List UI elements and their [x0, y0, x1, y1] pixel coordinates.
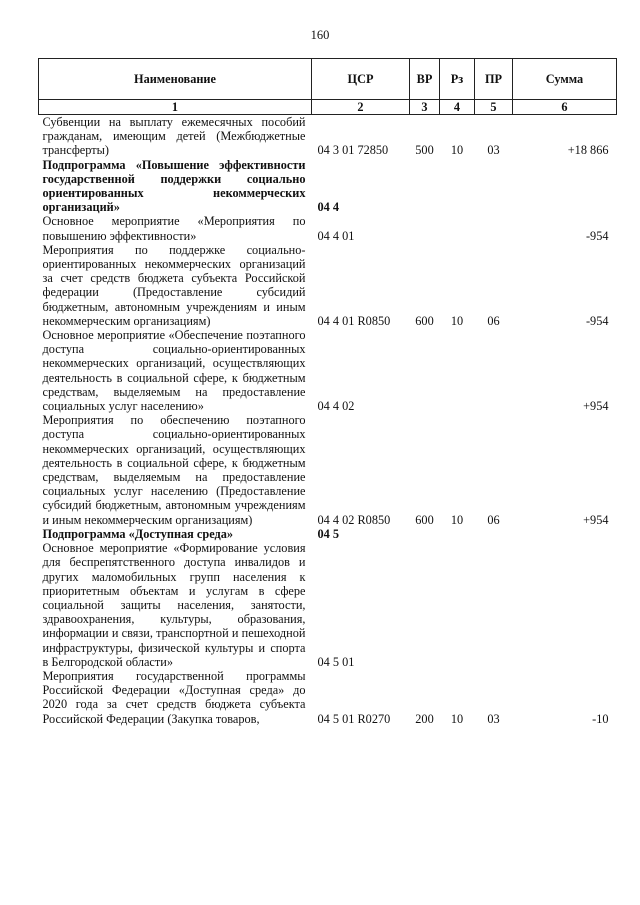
- row-csr: 04 5: [317, 526, 340, 541]
- row-pr: [475, 214, 513, 242]
- row-vr: [410, 328, 440, 413]
- header-name: Наименование: [39, 59, 312, 100]
- row-name: Основное мероприятие «Обеспечение поэтапного доступа социально-ориентированных некоммерческих организаций, осуществляющих деятельность в социальной сфере, к бюджетным средствам, выделяемым на предоставление социальных услуг населению»: [42, 328, 306, 414]
- row-rz: [440, 158, 475, 215]
- header-sum: Сумма: [513, 59, 617, 100]
- row-csr: 04 4 02: [317, 399, 355, 414]
- header-csr: ЦСР: [312, 59, 410, 100]
- row-pr: 03: [487, 711, 500, 726]
- table-row: [39, 669, 617, 726]
- table-row: [39, 214, 617, 242]
- row-name: Подпрограмма «Доступная среда»: [42, 526, 234, 541]
- header-row: [39, 59, 617, 100]
- row-sum: -954: [585, 313, 609, 328]
- table-row: [39, 115, 617, 158]
- row-name: Основное мероприятие «Формирование условия для беспрепятственного доступа инвалидов и других маломобильных групп населения к приоритетным объектам и услугам в сфере социальной защиты населения, занятости, здравоохранения, культуры, образования, информации и связи, транспортной и пешеходной инфраструктуры, физической культуры и спорта в Белгородской области»: [42, 541, 306, 669]
- budget-table: [38, 58, 617, 726]
- row-vr: 200: [415, 711, 434, 726]
- row-pr: 06: [487, 313, 500, 328]
- row-vr: [410, 527, 440, 541]
- row-vr: 500: [415, 143, 434, 158]
- row-rz: 10: [450, 711, 464, 726]
- row-rz: 10: [450, 313, 464, 328]
- row-pr: [475, 328, 513, 413]
- row-rz: 10: [450, 512, 464, 527]
- row-csr: 04 5 01: [317, 654, 355, 669]
- row-pr: 06: [487, 512, 500, 527]
- table-row: [39, 243, 617, 328]
- row-pr: [475, 541, 513, 669]
- row-rz: [440, 541, 475, 669]
- column-number: 2: [312, 100, 410, 115]
- page-number: 160: [310, 28, 330, 42]
- row-vr: [410, 158, 440, 215]
- row-csr: 04 4 01 R0850: [317, 313, 391, 328]
- row-rz: [440, 328, 475, 413]
- row-sum: -10: [592, 711, 609, 726]
- row-sum: +954: [583, 512, 609, 527]
- row-name: Мероприятия по поддержке социально-ориентированных некоммерческих организаций за счет средств бюджета субъекта Российской федерации (Предоставление субсидий бюджетным, автономным учреждениям и иным некоммерческим организациям): [42, 242, 306, 328]
- column-number: 6: [513, 100, 617, 115]
- row-sum: [513, 158, 617, 215]
- header-pr: ПР: [475, 59, 513, 100]
- row-vr: 600: [415, 512, 434, 527]
- table-row: [39, 527, 617, 541]
- header-rz: Рз: [440, 59, 475, 100]
- table-row: [39, 328, 617, 413]
- row-csr: 04 3 01 72850: [317, 143, 389, 158]
- row-pr: [475, 527, 513, 541]
- row-csr: 04 4 01: [317, 228, 355, 243]
- row-rz: [440, 527, 475, 541]
- table-body: [39, 115, 617, 726]
- row-sum: +18 866: [567, 143, 609, 158]
- column-number: 3: [410, 100, 440, 115]
- row-name: Подпрограмма «Повышение эффективности государственной поддержки социально ориентированных некоммерческих организаций»: [42, 157, 306, 215]
- column-number: 5: [475, 100, 513, 115]
- row-vr: [410, 214, 440, 242]
- table-row: [39, 413, 617, 527]
- table-row: [39, 541, 617, 669]
- row-name: Мероприятия государственной программы Российской Федерации «Доступная среда» до 2020 года за счет средств бюджета субъекта Российской Федерации (Закупка товаров,: [42, 668, 306, 726]
- column-number-row: [39, 100, 617, 115]
- row-csr: 04 5 01 R0270: [317, 711, 391, 726]
- row-pr: 03: [487, 143, 500, 158]
- row-vr: [410, 541, 440, 669]
- row-vr: 600: [415, 313, 434, 328]
- table-row: [39, 158, 617, 215]
- header-vr: ВР: [410, 59, 440, 100]
- row-rz: [440, 214, 475, 242]
- row-csr: 04 4 02 R0850: [317, 512, 391, 527]
- row-name: Субвенции на выплату ежемесячных пособий гражданам, имеющим детей (Межбюджетные трансферты): [42, 115, 306, 158]
- row-csr: 04 4: [317, 200, 340, 215]
- row-sum: -954: [585, 228, 609, 243]
- row-rz: 10: [450, 143, 464, 158]
- row-sum: [513, 541, 617, 669]
- column-number: 4: [440, 100, 475, 115]
- row-pr: [475, 158, 513, 215]
- column-number: 1: [39, 100, 312, 115]
- row-name: Основное мероприятие «Мероприятия по повышению эффективности»: [42, 214, 306, 243]
- row-sum: [513, 527, 617, 541]
- row-name: Мероприятия по обеспечению поэтапного доступа социально-ориентированных некоммерческих организаций, осуществляющих деятельность в социальной сфере, к бюджетным средствам, выделяемым на предоставление социальных услуг населению (Предоставление субсидий бюджетным, автономным учреждениям и иным некоммерческим организациям): [42, 413, 306, 527]
- row-sum: +954: [583, 399, 609, 414]
